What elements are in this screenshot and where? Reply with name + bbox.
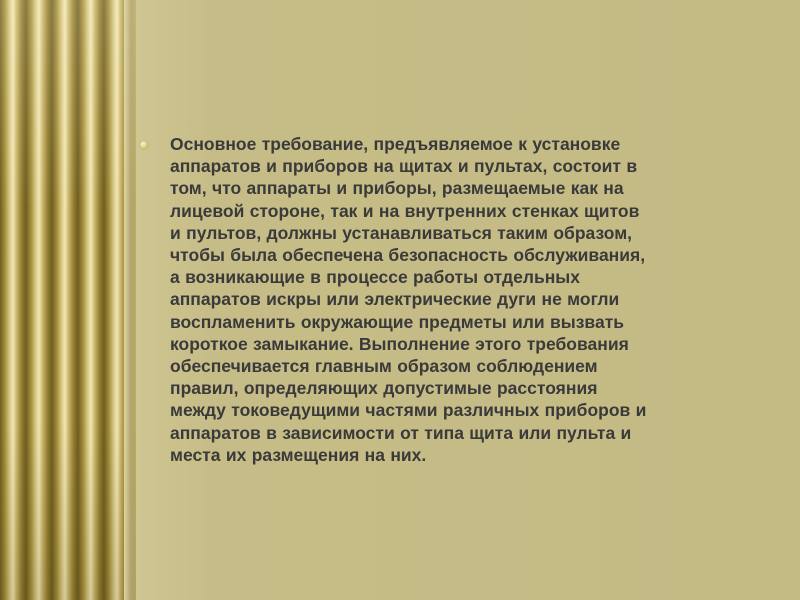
paragraph-line: правил, определяющих допустимые расстояния [170,378,598,399]
paragraph-line: короткое замыкание. Выполнение этого требования [170,333,629,354]
paragraph-line: аппаратов искры или электрические дуги не могли [170,289,620,310]
paragraph-line: аппаратов и приборов на щитах и пультах, состоит в [170,156,638,177]
paragraph-line: аппаратов в зависимости от типа щита или пульта и [170,422,632,443]
paragraph-line: Основное требование, предъявляемое к установке [170,134,621,154]
curtain-shading [0,0,136,600]
paragraph-line: между токоведущими частями различных приборов и [170,400,647,421]
bullet-list-item [140,133,780,466]
paragraph-line: места их размещения на них. [170,444,427,465]
paragraph-line: том, что аппараты и приборы, размещаемые как на [170,178,624,199]
paragraph-line: лицевой стороне, так и на внутренних стенках щитов [170,200,640,221]
paragraph-line: воспламенить окружающие предметы или вызвать [170,311,625,332]
paragraph-line: и пультов, должны устанавливаться таким образом, [170,222,633,243]
body-paragraph [170,133,780,466]
round-bullet-icon [140,141,148,149]
paragraph-line: чтобы была обеспечена безопасность обслуживания, [170,245,646,266]
slide-body [140,133,780,466]
paragraph-line: обеспечивается главным образом соблюдением [170,356,598,377]
paragraph-line: а возникающие в процессе работы отдельных [170,267,580,288]
